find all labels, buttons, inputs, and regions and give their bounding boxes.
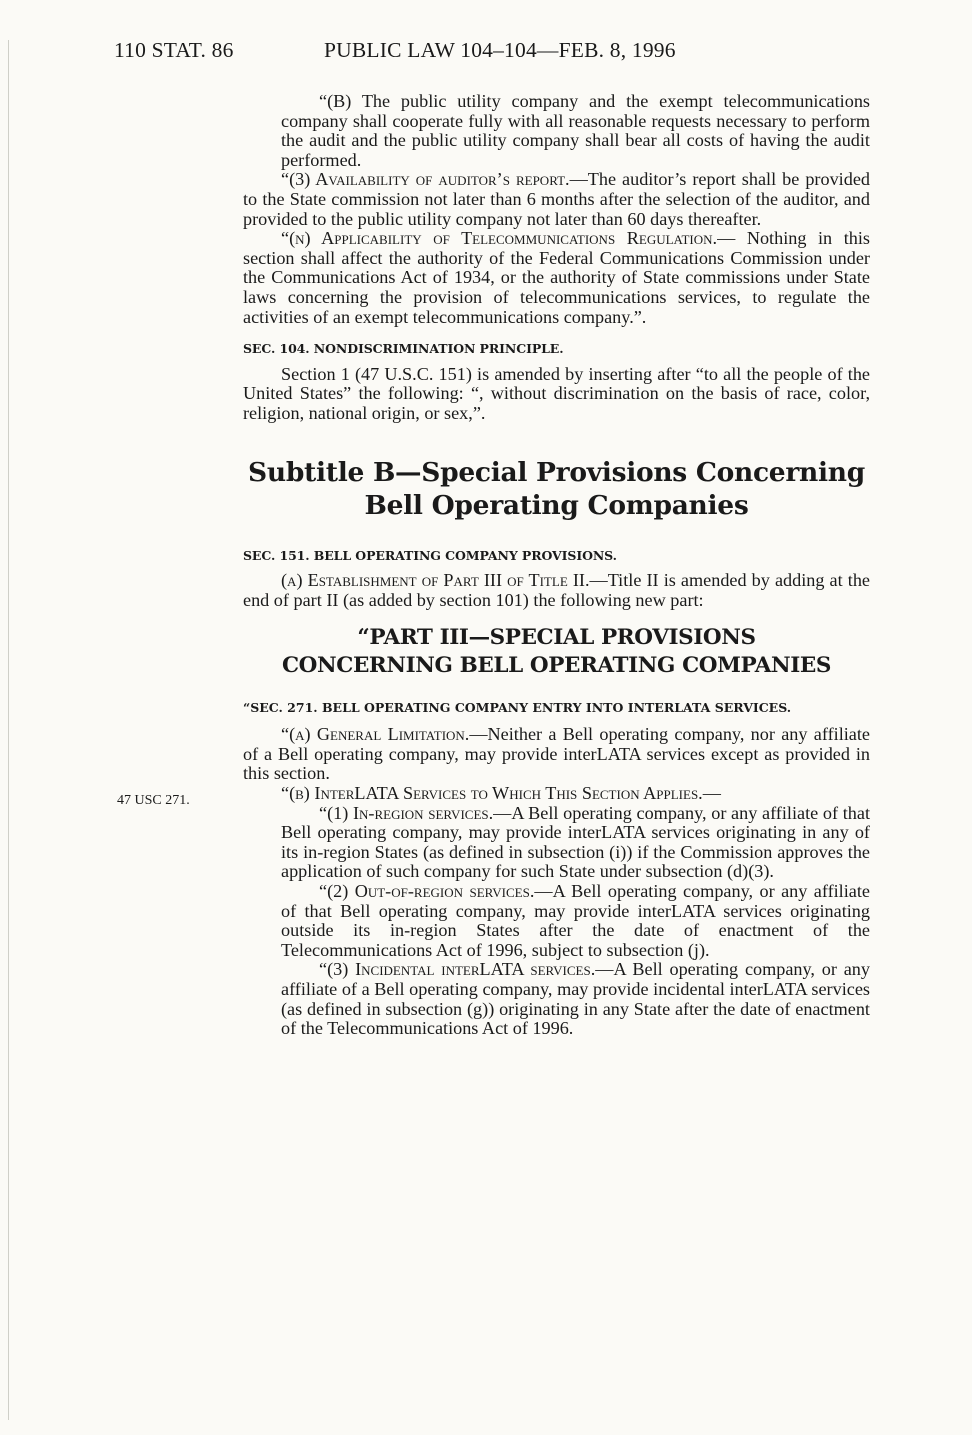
general-limitation-body: —Neither a Bell operating company, nor any affiliate of a Bell operating company, may provide interLATA services except as provided in this section. [243, 724, 870, 784]
paragraph-b: “(B) The public utility company and the exempt telecommunications company shall cooperate fully with all reasonable requests necessary to perform the audit and the public utility company shall bear all costs of having the audit performed. [281, 91, 870, 170]
paragraph-n-heading: “(n) Applicability of Telecommunications Regulation. [281, 228, 718, 249]
scan-edge-line [8, 40, 9, 1420]
part-line-2: CONCERNING BELL OPERATING COMPANIES [281, 653, 832, 679]
subtitle-line-1: Subtitle B—Special Provisions Concerning [248, 456, 865, 488]
general-limitation-heading: “(a) General Limitation. [281, 724, 470, 745]
public-law-title: PUBLIC LAW 104–104—FEB. 8, 1996 [324, 38, 676, 62]
paragraph-a-establishment [243, 571, 870, 610]
paragraph-1-in-region [243, 804, 870, 882]
subtitle-line-2: Bell Operating Companies [364, 489, 749, 521]
stat-page-number: 110 STAT. 86 [114, 38, 234, 62]
incidental-heading: “(3) Incidental interLATA services. [319, 959, 596, 980]
interlata-services-dash: — [702, 783, 721, 804]
incidental-body: —A Bell operating company, or any affiliate of a Bell operating company, may provide incidental interLATA services (as defined in subsection (g)) originating in any State after the date of enactment of the Telecommunications Act of 1996. [281, 959, 870, 1039]
margin-citation: 47 USC 271. [117, 793, 190, 808]
section-271-heading: “SEC. 271. BELL OPERATING COMPANY ENTRY INTO INTERLATA SERVICES. [243, 700, 792, 716]
paragraph-n [243, 229, 870, 327]
paragraph-n-body: — Nothing in this section shall affect the authority of the Federal Communications Commission under the Communications Act of 1934, or the authority of State commissions under State laws concerning the provision of telecommunications services, to regulate the activities of an exempt telecommunications company.”. [243, 228, 870, 327]
in-region-body: —A Bell operating company, or any affiliate of that Bell operating company, may provide interLATA services originating in any of its in-region States (as defined in subsection (i)) if the Commission approves the application of such company for such State under subsection (d)(3). [281, 802, 870, 882]
section-104-text: Section 1 (47 U.S.C. 151) is amended by inserting after “to all the people of the United States” the following: “, without discrimination on the basis of race, color, religion, national origin, or sex,”. [243, 363, 870, 423]
part-line-1: “PART III—SPECIAL PROVISIONS [357, 625, 756, 651]
interlata-services-heading: “(b) InterLATA Services to Which This Section Applies. [281, 783, 703, 804]
out-of-region-heading: “(2) Out-of-region services. [319, 881, 535, 902]
paragraph-a-heading: (a) Establishment of Part III of Title II. [281, 570, 590, 591]
section-151-heading: SEC. 151. BELL OPERATING COMPANY PROVISIONS. [243, 547, 617, 563]
paragraph-2-out-of-region [243, 882, 870, 960]
paragraph-b-services [243, 784, 870, 804]
section-104-heading: SEC. 104. NONDISCRIMINATION PRINCIPLE. [243, 341, 564, 357]
part-iii-heading [231, 624, 882, 680]
paragraph-a-limitation [243, 725, 870, 784]
in-region-heading: “(1) In-region services. [319, 802, 494, 823]
out-of-region-body: —A Bell operating company, or any affiliate of that Bell operating company, may provide interLATA services originating outside its in-region States after the date of enactment of the Telecommunications Act of 1996, subject to subsection (j). [281, 881, 870, 960]
paragraph-3-heading: “(3) Availability of auditor’s report. [281, 169, 570, 190]
paragraph-3-body: —The auditor’s report shall be provided to the State commission not later than 6 months after the selection of the auditor, and provided to the public utility company not later than 60 days thereafter. [243, 169, 870, 229]
statute-text [243, 92, 870, 1039]
paragraph-3 [243, 170, 870, 229]
subtitle-heading [233, 456, 880, 522]
paragraph-a-body: —Title II is amended by adding at the end of part II (as added by section 101) the following new part: [243, 570, 870, 610]
paragraph-3-incidental [243, 960, 870, 1038]
